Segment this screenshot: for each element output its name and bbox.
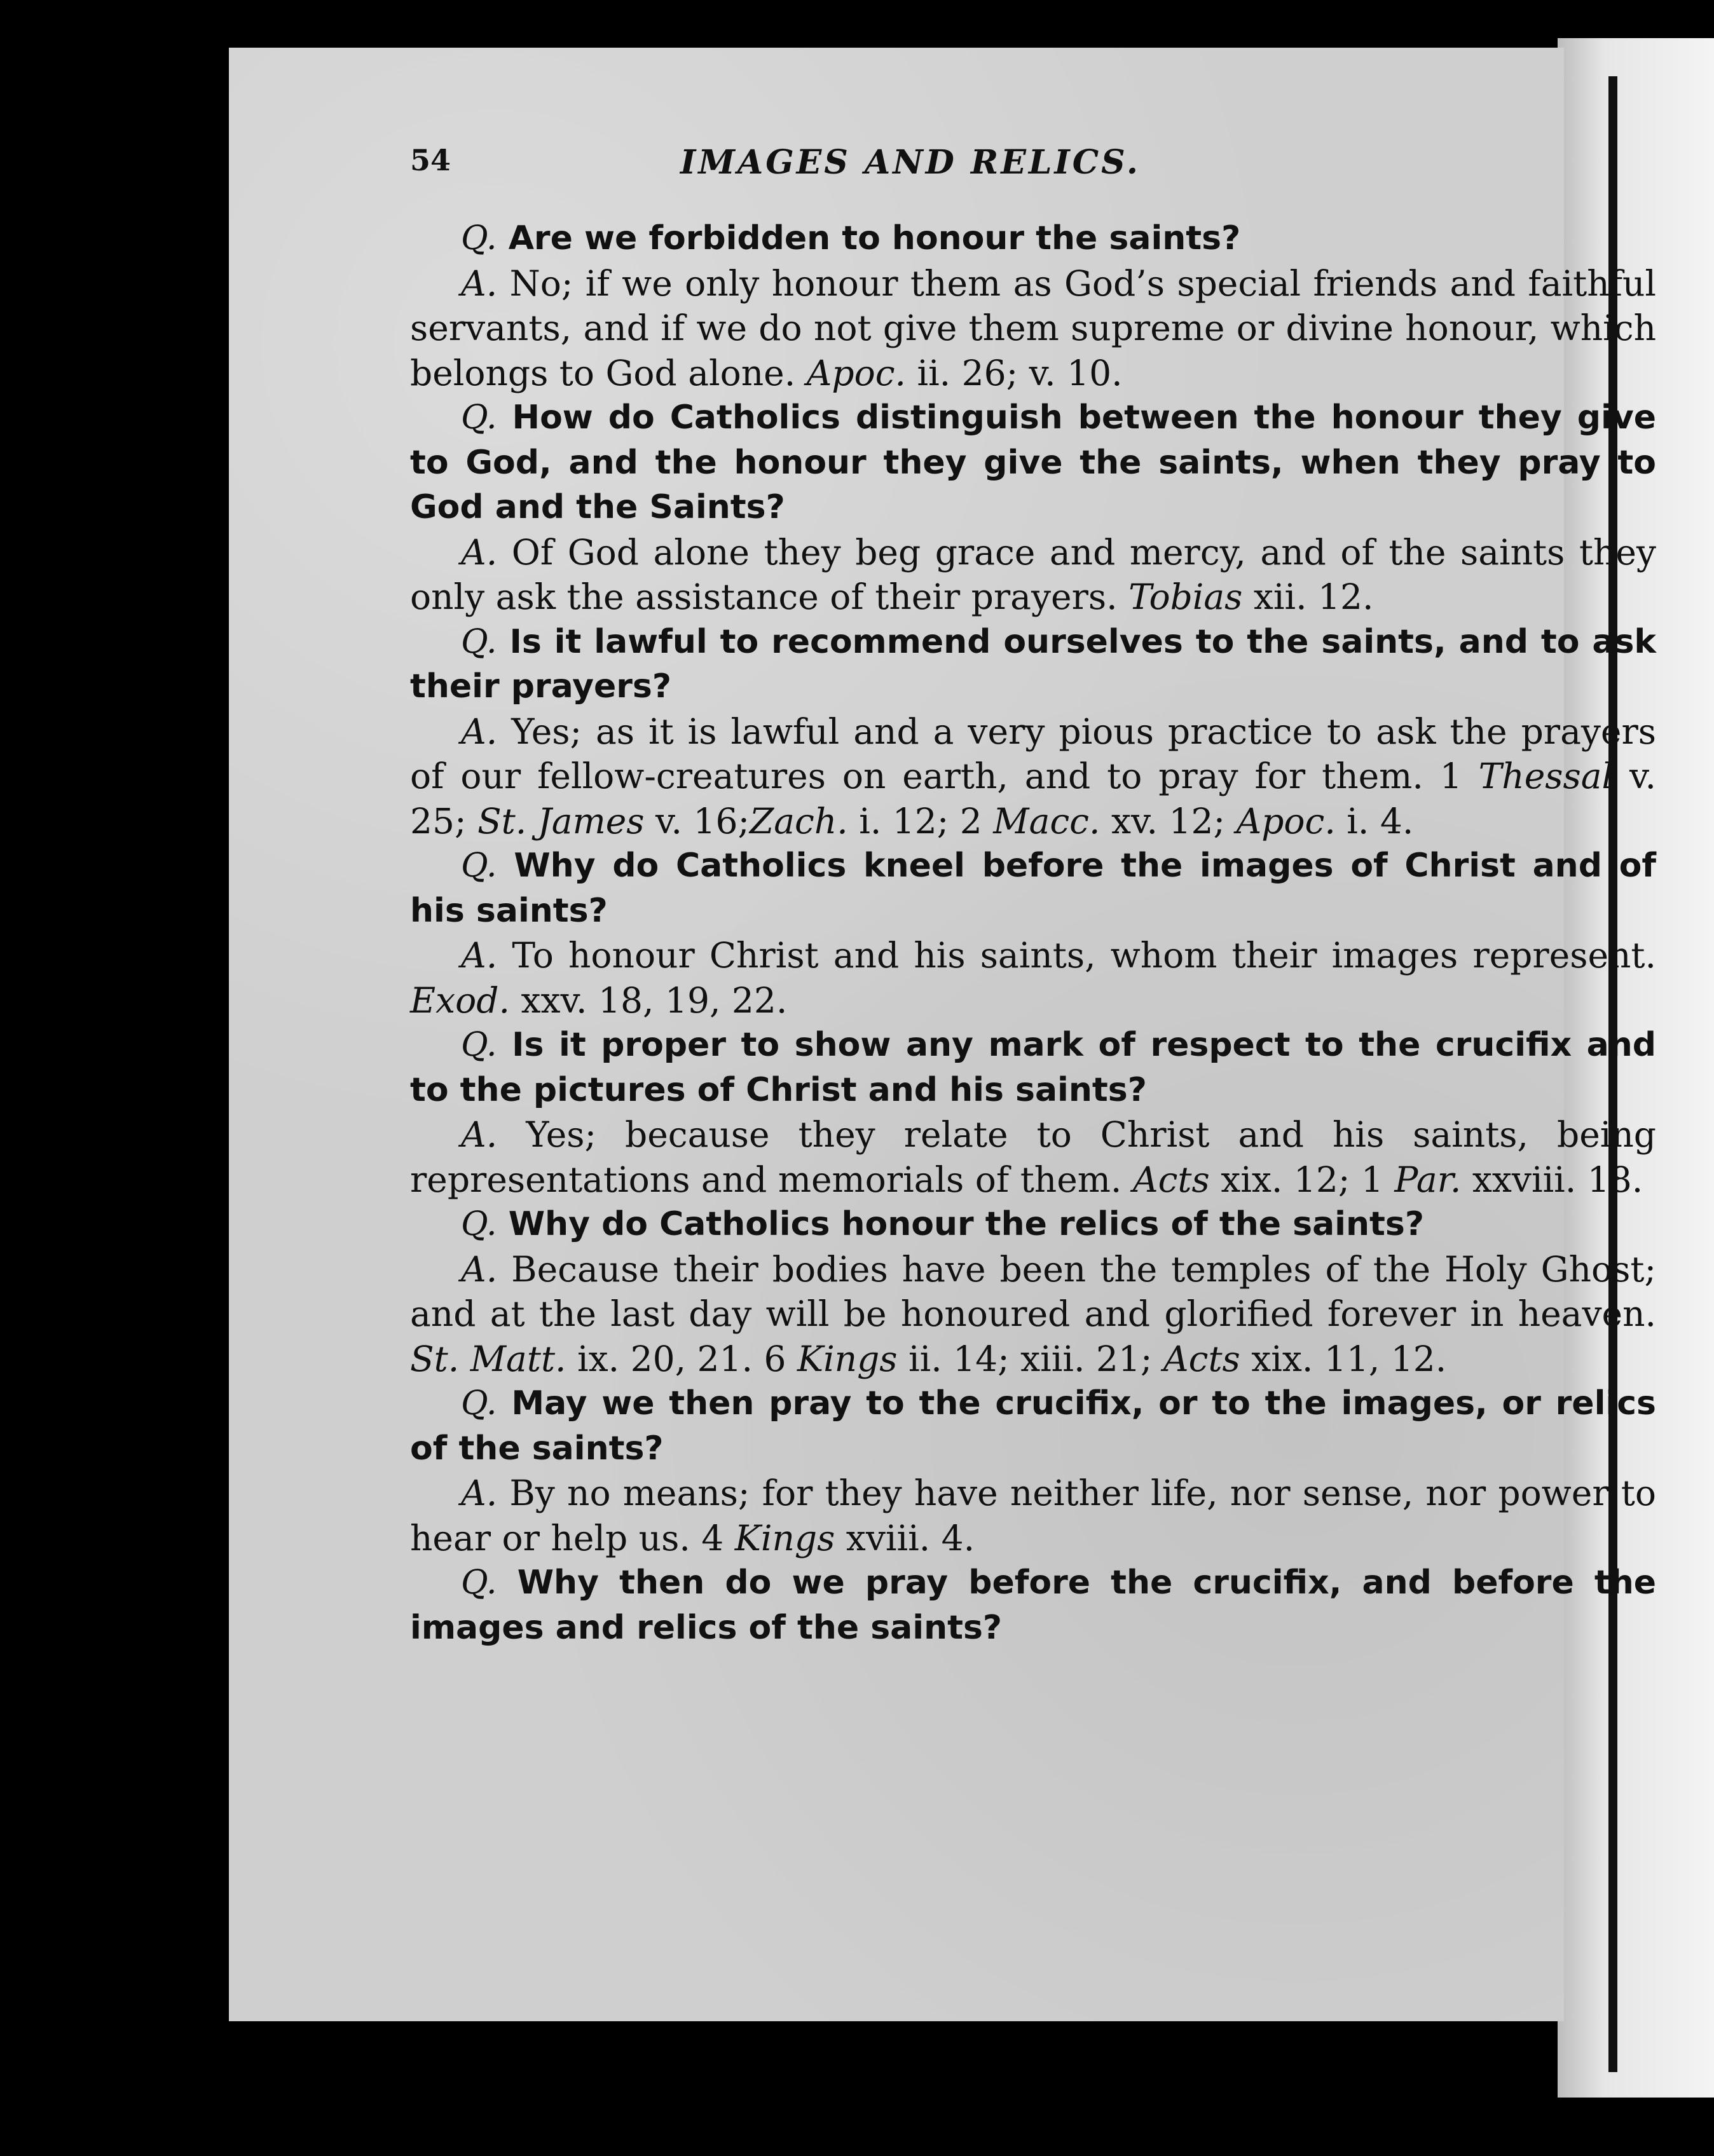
book-page — [229, 48, 1657, 2021]
question-paragraph — [410, 620, 1656, 709]
answer-paragraph — [410, 530, 1656, 620]
answer-text: By no means; for they have neither life, nor sense, nor power to hear or help us. — [410, 1473, 1656, 1559]
scripture-book: Apoc. — [1236, 800, 1336, 842]
page-header — [229, 143, 1564, 207]
scripture-citation: i. 12; 2 — [847, 800, 994, 842]
scripture-book: St. James — [477, 800, 645, 842]
question-label: Q. — [461, 1205, 497, 1243]
answer-text: To honour Christ and his saints, whom their images represent. — [512, 935, 1656, 976]
scripture-citation: xxviii. 18. — [1461, 1159, 1643, 1200]
scripture-citation: v. 25; — [410, 756, 1657, 842]
scripture-citation: xii. 12. — [1242, 577, 1374, 617]
question-text: Are we forbidden to honour the saints? — [508, 219, 1241, 257]
answer-label: A. — [461, 263, 498, 304]
answer-label: A. — [461, 531, 498, 573]
scripture-book: Macc. — [993, 800, 1100, 842]
scripture-citation: ii. 14; xiii. 21; — [897, 1338, 1163, 1379]
scripture-book: Exod. — [410, 979, 510, 1021]
question-label: Q. — [461, 847, 497, 885]
scripture-book: Apoc. — [806, 352, 906, 393]
question-paragraph — [410, 843, 1656, 933]
scripture-book: Acts — [1132, 1159, 1210, 1200]
question-text: Why do Catholics kneel before the images of Christ and of his saints? — [410, 847, 1656, 930]
scripture-citation: xv. 12; — [1100, 800, 1237, 842]
scripture-book: Kings — [734, 1517, 835, 1559]
question-text: May we then pray to the crucifix, or to the images, or relics of the saints? — [410, 1384, 1656, 1468]
answer-text: Yes; as it is lawful and a very pious practice to ask the prayers of our fellow-creatures on earth, and to pray for them. — [410, 711, 1656, 796]
scripture-book: Kings — [797, 1338, 898, 1379]
question-text: Why then do we pray before the crucifix, and before the images and relics of the saints? — [410, 1564, 1656, 1647]
answer-label: A. — [461, 1248, 498, 1290]
answer-label: A. — [461, 711, 498, 752]
answer-text: No; if we only honour them as God’s special friends and faithful servants, and if we do not give them supreme or divine honour, which belongs to God alone. — [410, 263, 1656, 393]
answer-label: A. — [461, 935, 498, 976]
question-label: Q. — [461, 399, 497, 437]
catechism-text — [410, 216, 1656, 1650]
scripture-book: Acts — [1163, 1338, 1240, 1379]
page-number: 54 — [410, 143, 451, 177]
question-label: Q. — [461, 1384, 497, 1423]
scripture-book: Zach. — [750, 800, 848, 842]
question-paragraph — [410, 1023, 1656, 1112]
scripture-citation: xix. 12; 1 — [1209, 1159, 1395, 1200]
scripture-citation: 1 — [1439, 756, 1479, 796]
scripture-book: Thessal — [1478, 756, 1614, 796]
answer-paragraph — [410, 1471, 1656, 1560]
scripture-citation: 4 — [701, 1517, 735, 1559]
answer-paragraph — [410, 709, 1656, 844]
answer-label: A. — [461, 1114, 498, 1155]
running-head: IMAGES AND RELICS. — [680, 143, 1141, 182]
answer-paragraph — [410, 1112, 1656, 1202]
scripture-citation: xviii. 4. — [835, 1517, 975, 1559]
question-label: Q. — [461, 219, 497, 257]
scripture-citation: ix. 20, 21. 6 — [566, 1338, 797, 1379]
scripture-book: Par. — [1394, 1159, 1462, 1200]
question-text: Is it lawful to recommend ourselves to the saints, and to ask their prayers? — [410, 622, 1656, 706]
answer-text: Yes; because they relate to Christ and his saints, being representations and memorials of them. — [410, 1114, 1656, 1200]
scripture-citation: xix. 11, 12. — [1240, 1338, 1447, 1379]
question-label: Q. — [461, 1564, 497, 1602]
scripture-citation: xxv. 18, 19, 22. — [509, 979, 788, 1021]
question-label: Q. — [461, 622, 497, 661]
scripture-book: St. Matt. — [410, 1338, 566, 1379]
scripture-book: Tobias — [1128, 577, 1243, 617]
answer-text: Because their bodies have been the temples of the Holy Ghost; and at the last day will be honoured and glorified forever in heaven. — [410, 1248, 1656, 1334]
question-text: Is it proper to show any mark of respect to the crucifix and to the pictures of Christ and his saints? — [410, 1026, 1656, 1109]
scripture-citation: ii. 26; v. 10. — [906, 352, 1123, 393]
answer-paragraph — [410, 1247, 1656, 1382]
question-text: How do Catholics distinguish between the honour they give to God, and the honour they give the saints, when they pray to God and the Saints? — [410, 399, 1656, 526]
answer-label: A. — [461, 1473, 498, 1513]
question-paragraph — [410, 1202, 1656, 1247]
question-label: Q. — [461, 1026, 497, 1064]
answer-text: Of God alone they beg grace and mercy, and of the saints they only ask the assistance of their prayers. — [410, 531, 1656, 617]
question-text: Why do Catholics honour the relics of the saints? — [508, 1205, 1424, 1243]
question-paragraph — [410, 1381, 1656, 1471]
scripture-citation: i. 4. — [1335, 800, 1414, 842]
answer-paragraph — [410, 261, 1656, 396]
scripture-citation: v. 16; — [644, 800, 750, 842]
question-paragraph — [410, 216, 1656, 261]
question-paragraph — [410, 1560, 1656, 1650]
answer-paragraph — [410, 933, 1656, 1023]
question-paragraph — [410, 395, 1656, 530]
